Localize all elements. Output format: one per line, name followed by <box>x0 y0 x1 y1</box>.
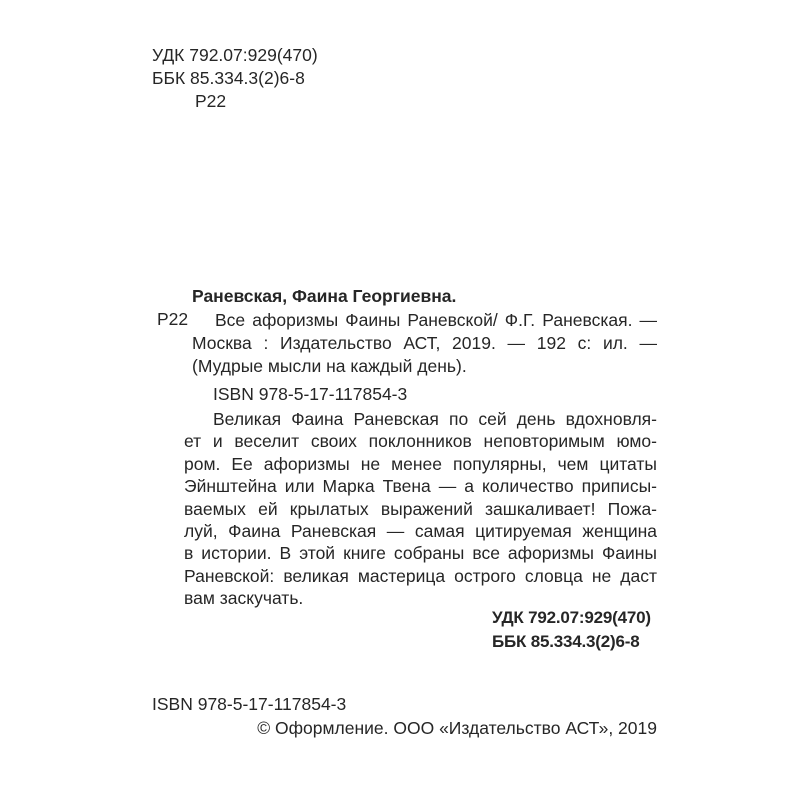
annotation-line: Эйнштейна или Марка Твена — а количество приписы- <box>184 476 657 497</box>
annotation-line: в истории. В этой книге собраны все афоризмы Фаины <box>184 543 657 564</box>
author-sign-card: Р22 <box>157 309 189 329</box>
bbk-code-footer: ББК 85.334.3(2)6-8 <box>492 632 640 651</box>
isbn-card-line: ISBN 978-5-17-117854-3 <box>213 384 408 404</box>
annotation-line: луй, Фаина Раневская — самая цитируемая женщина <box>184 521 657 542</box>
bibliographic-description <box>192 309 657 378</box>
author-sign-top: Р22 <box>195 91 227 111</box>
copyright-line: © Оформление. ООО «Издательство АСТ», 2019 <box>257 718 657 738</box>
annotation-line: ром. Ее афоризмы не менее популярны, чем цитаты <box>184 453 657 474</box>
footer-classification-block <box>492 606 651 654</box>
annotation-line: вам заскучать. <box>184 588 304 609</box>
bbk-code-top: ББК 85.334.3(2)6-8 <box>152 68 305 88</box>
udk-code-top: УДК 792.07:929(470) <box>152 45 318 65</box>
bib-line: (Мудрые мысли на каждый день). <box>192 356 467 376</box>
top-classification-block <box>152 44 318 113</box>
bib-line: Москва : Издательство АСТ, 2019. — 192 с: ил. — <box>192 333 657 353</box>
author-heading: Раневская, Фаина Георгиевна. <box>192 286 457 306</box>
annotation-paragraph <box>184 408 657 610</box>
bib-line: Все афоризмы Фаины Раневской/ Ф.Г. Раневская. — <box>215 310 657 330</box>
annotation-line: ваемых ей крылатых выражений зашкаливает! Пожа- <box>184 498 657 519</box>
annotation-line: Раневской: великая мастерица острого словца не даст <box>184 565 657 586</box>
annotation-line: ет и веселит своих поклонников неповторимым юмо- <box>184 431 657 452</box>
isbn-bottom-line: ISBN 978-5-17-117854-3 <box>152 694 347 714</box>
udk-code-footer: УДК 792.07:929(470) <box>492 608 651 627</box>
annotation-line: Великая Фаина Раневская по сей день вдохновля- <box>213 409 657 429</box>
